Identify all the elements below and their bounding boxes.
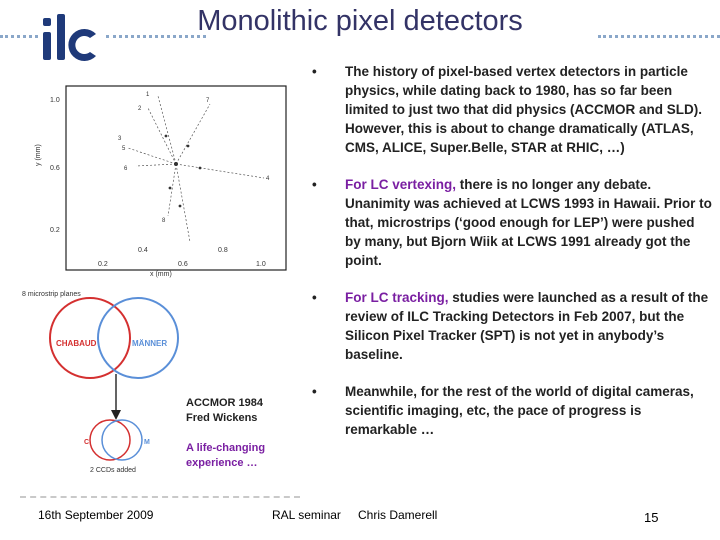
x-tick-top-1: 0.4 — [138, 247, 148, 254]
x-tick-2: 0.6 — [178, 261, 188, 268]
accmor-figure — [18, 66, 300, 494]
venn-left-label: CHABAUD — [56, 339, 97, 348]
track-label-6: 6 — [124, 166, 128, 172]
bullet-list — [312, 62, 712, 457]
footer-divider — [20, 496, 300, 498]
bullet-tracking — [312, 288, 712, 364]
track-label-8: 8 — [162, 218, 166, 224]
bullet-marker: • — [312, 384, 317, 399]
bullet-history — [312, 62, 712, 157]
life-changing-caption-2: experience … — [186, 457, 258, 469]
footer-author: Chris Damerell — [358, 508, 438, 522]
footer-page-number: 15 — [644, 510, 659, 525]
bullet-vertexing — [312, 175, 712, 270]
ccd-label: 2 CCDs added — [90, 467, 136, 474]
logo-text: ilc — [71, 63, 73, 65]
track-label-4: 4 — [266, 176, 270, 182]
small-venn-left: C — [84, 439, 90, 446]
bullet-tracking-text: studies were launched as a result of the review of ILC Tracking Detectors in Feb 2007, but the Silicon Pixel Tracker (SPT) is not yet in anybody’s baseline. — [345, 290, 709, 362]
bullet-tracking-highlight: For LC tracking, — [345, 290, 449, 305]
page-title: Monolithic pixel detectors — [197, 5, 523, 37]
microstrip-label: 8 microstrip planes — [22, 291, 81, 298]
bullet-vertexing-text: there is no longer any debate. Unanimity was achieved at LCWS 1993 in Hawaii. Prior to that, microstrips (‘good enough for LEP’) were pushed by many, but Bjorn Wiik at LCWS 1991 already got the point. — [345, 177, 712, 268]
venn-right-label: MÄNNER — [132, 339, 168, 348]
footer-date: 16th September 2009 — [38, 508, 154, 522]
y-tick-3: 0.2 — [50, 227, 60, 234]
x-tick-3: 1.0 — [256, 261, 266, 268]
bullet-marker: • — [312, 177, 317, 192]
bullet-marker: • — [312, 290, 317, 305]
bullet-meanwhile-text: Meanwhile, for the rest of the world of digital cameras, scientific imaging, etc, the pace of progress is remarkable … — [345, 384, 694, 437]
small-venn-right: M — [144, 439, 150, 446]
x-axis-label: x (mm) — [150, 271, 172, 278]
wickens-caption: Fred Wickens — [186, 412, 258, 424]
track-label-7: 7 — [206, 98, 210, 104]
bullet-meanwhile — [312, 382, 712, 439]
life-changing-caption-1: A life-changing — [186, 442, 266, 454]
bullet-vertexing-highlight: For LC vertexing, — [345, 177, 457, 192]
y-axis-label: y (mm) — [35, 144, 42, 166]
track-label-3: 3 — [118, 136, 122, 142]
track-label-2: 2 — [138, 106, 142, 112]
track-label-5: 5 — [122, 146, 126, 152]
accmor-caption: ACCMOR 1984 — [186, 397, 264, 409]
y-tick-2: 0.6 — [50, 165, 60, 172]
x-tick-top-2: 0.8 — [218, 247, 228, 254]
footer-seminar: RAL seminar — [272, 508, 341, 522]
y-tick-1: 1.0 — [50, 97, 60, 104]
bullet-marker: • — [312, 64, 317, 79]
x-tick-1: 0.2 — [98, 261, 108, 268]
bullet-history-text: The history of pixel-based vertex detectors in particle physics, while dating back to 1980, has so far been limited to just two that did physics (ACCMOR and SLD). However, this is about to change dramatically (ATLAS, CMS, ALICE, Super.Belle, STAR at RHIC, …) — [345, 64, 702, 155]
track-label-1: 1 — [146, 92, 150, 98]
